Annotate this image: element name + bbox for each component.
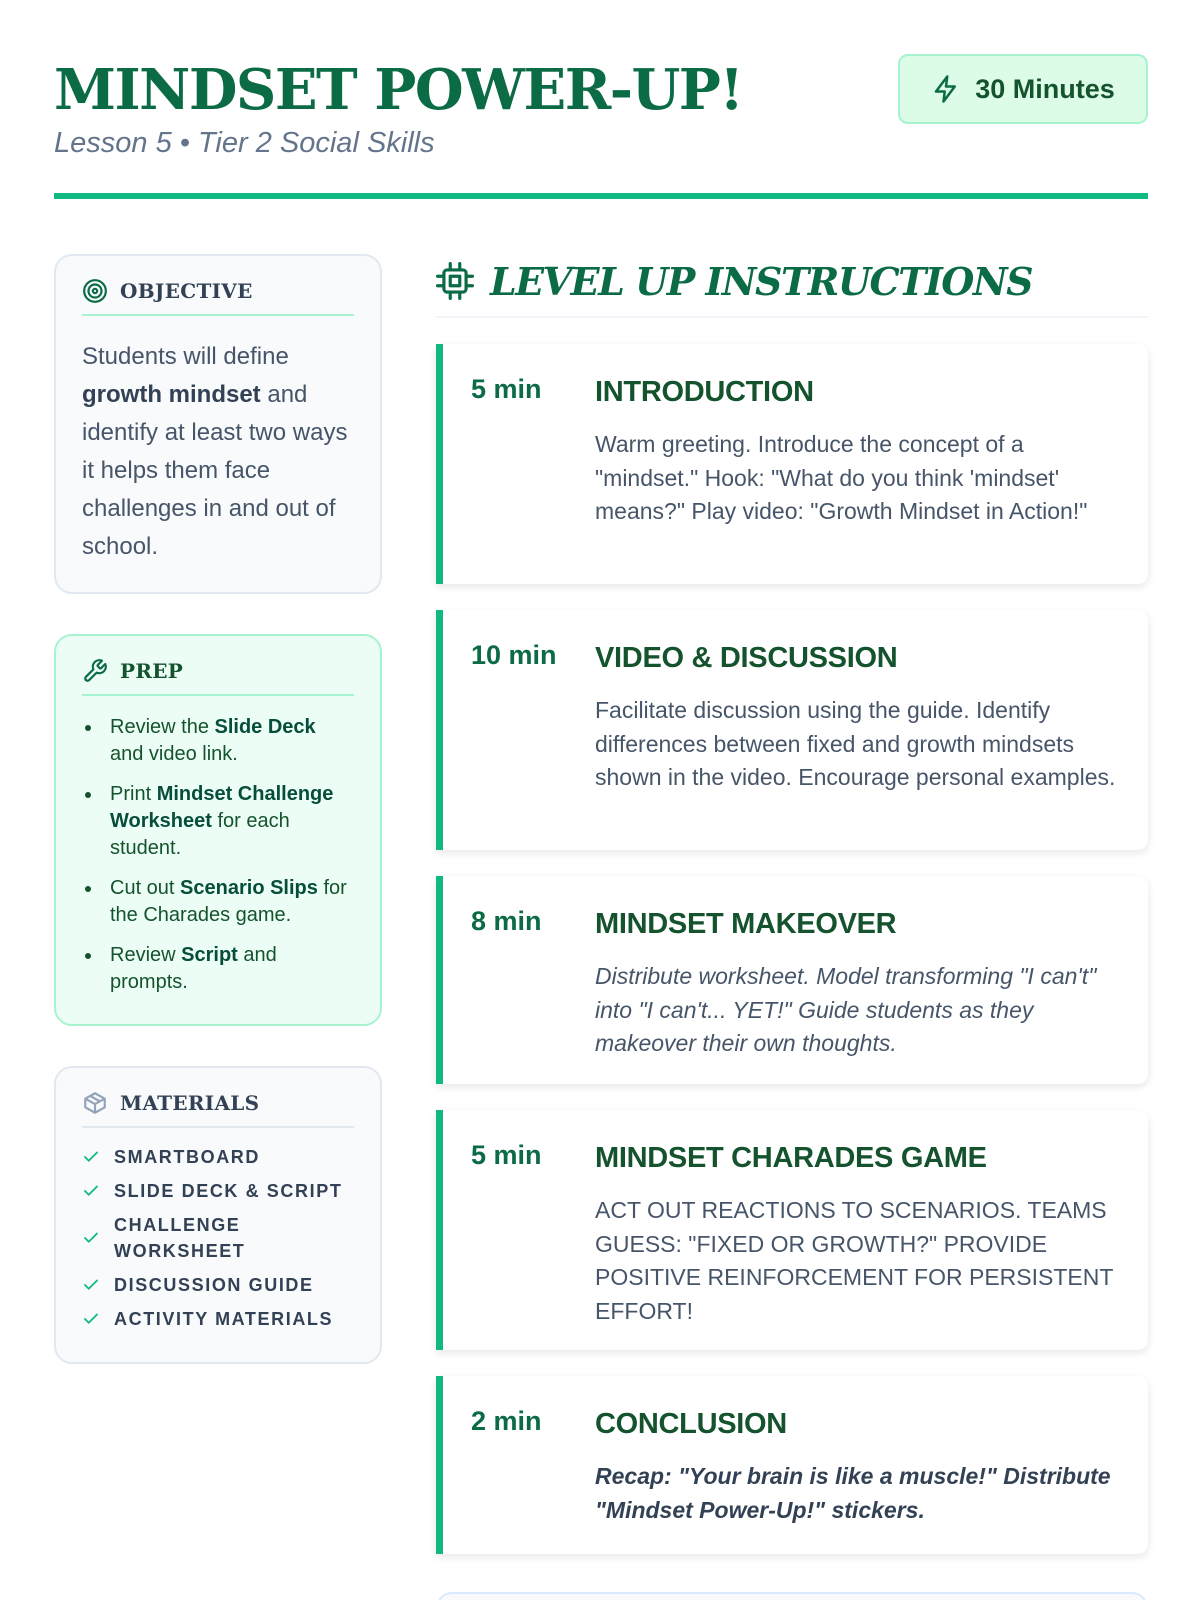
step-card-charades-game <box>436 1110 1148 1350</box>
list-item: Review Script and prompts. <box>82 942 354 996</box>
check-icon <box>82 1182 100 1200</box>
list-item <box>82 1306 354 1332</box>
lesson-plan-page <box>54 0 1148 1600</box>
lightning-bolt-icon <box>931 73 961 105</box>
box-icon <box>82 1090 108 1116</box>
instructions-section <box>436 254 1148 1523</box>
list-item <box>82 1178 354 1204</box>
page-title: MINDSET POWER-UP! <box>54 57 743 123</box>
instructions-header <box>436 254 1148 318</box>
list-item: Print Mindset Challenge Worksheet for each student. <box>82 781 354 862</box>
materials-title: MATERIALS <box>120 1091 260 1115</box>
step-time: 2 min <box>471 1406 542 1436</box>
lesson-header <box>54 52 1148 200</box>
objective-card <box>54 254 382 594</box>
step-description: Distribute worksheet. Model transforming "I can't" into "I can't... YET!" Guide students as they makeover their own thoughts. <box>595 963 1097 1056</box>
step-card-video-discussion <box>436 610 1148 850</box>
step-card-introduction <box>436 344 1148 584</box>
step-title: CONCLUSION <box>595 1408 787 1440</box>
step-card-mindset-makeover <box>436 876 1148 1084</box>
list-item <box>82 1272 354 1298</box>
material-label: SLIDE DECK & SCRIPT <box>114 1181 343 1201</box>
materials-card <box>54 1066 382 1364</box>
check-icon <box>82 1310 100 1328</box>
step-description: Warm greeting. Introduce the concept of a "mindset." Hook: "What do you think 'mindset' means?" Play video: "Growth Mindset in Action!" <box>595 431 1088 524</box>
prep-card <box>54 634 382 1026</box>
check-icon <box>82 1229 100 1247</box>
materials-list <box>82 1144 354 1332</box>
objective-header <box>82 278 354 316</box>
objective-title: OBJECTIVE <box>120 279 253 303</box>
duration-label: 30 Minutes <box>975 73 1115 104</box>
wrench-icon <box>82 658 108 684</box>
step-time: 5 min <box>471 1140 542 1170</box>
materials-header <box>82 1090 354 1128</box>
prep-header <box>82 658 354 696</box>
list-item: Cut out Scenario Slips for the Charades game. <box>82 875 354 929</box>
step-title: VIDEO & DISCUSSION <box>595 642 898 674</box>
check-icon <box>82 1276 100 1294</box>
step-time: 5 min <box>471 374 542 404</box>
material-label: SMARTBOARD <box>114 1147 260 1167</box>
lesson-subtitle: Lesson 5 • Tier 2 Social Skills <box>54 127 435 159</box>
cpu-chip-icon <box>436 262 474 300</box>
objective-text: Students will define growth mindset and identify at least two ways it helps them face challenges in and out of school. <box>82 343 348 560</box>
step-title: MINDSET MAKEOVER <box>595 908 897 940</box>
list-item <box>82 1212 354 1264</box>
list-item <box>82 1144 354 1170</box>
step-title: INTRODUCTION <box>595 376 814 408</box>
list-item: Review the Slide Deck and video link. <box>82 714 354 768</box>
step-description: Recap: "Your brain is like a muscle!" Distribute "Mindset Power-Up!" stickers. <box>595 1463 1111 1523</box>
material-label: CHALLENGE WORKSHEET <box>114 1215 246 1261</box>
step-title: MINDSET CHARADES GAME <box>595 1142 987 1174</box>
step-time: 10 min <box>471 640 557 670</box>
step-description: ACT OUT REACTIONS TO SCENARIOS. TEAMS GUESS: "FIXED OR GROWTH?" PROVIDE POSITIVE REINFORCEMENT FOR PERSISTENT EFFORT! <box>595 1197 1113 1324</box>
step-time: 8 min <box>471 906 542 936</box>
material-label: ACTIVITY MATERIALS <box>114 1309 334 1329</box>
next-section-card <box>436 1592 1148 1600</box>
instructions-title: LEVEL UP INSTRUCTIONS <box>490 258 1033 304</box>
target-icon <box>82 278 108 304</box>
prep-list <box>82 714 354 996</box>
step-description: Facilitate discussion using the guide. Identify differences between fixed and growth mindsets shown in the video. Encourage personal examples. <box>595 697 1116 790</box>
check-icon <box>82 1148 100 1166</box>
duration-badge <box>898 54 1148 124</box>
step-card-conclusion <box>436 1376 1148 1554</box>
header-divider <box>54 193 1148 199</box>
prep-title: PREP <box>120 659 184 683</box>
material-label: DISCUSSION GUIDE <box>114 1275 314 1295</box>
